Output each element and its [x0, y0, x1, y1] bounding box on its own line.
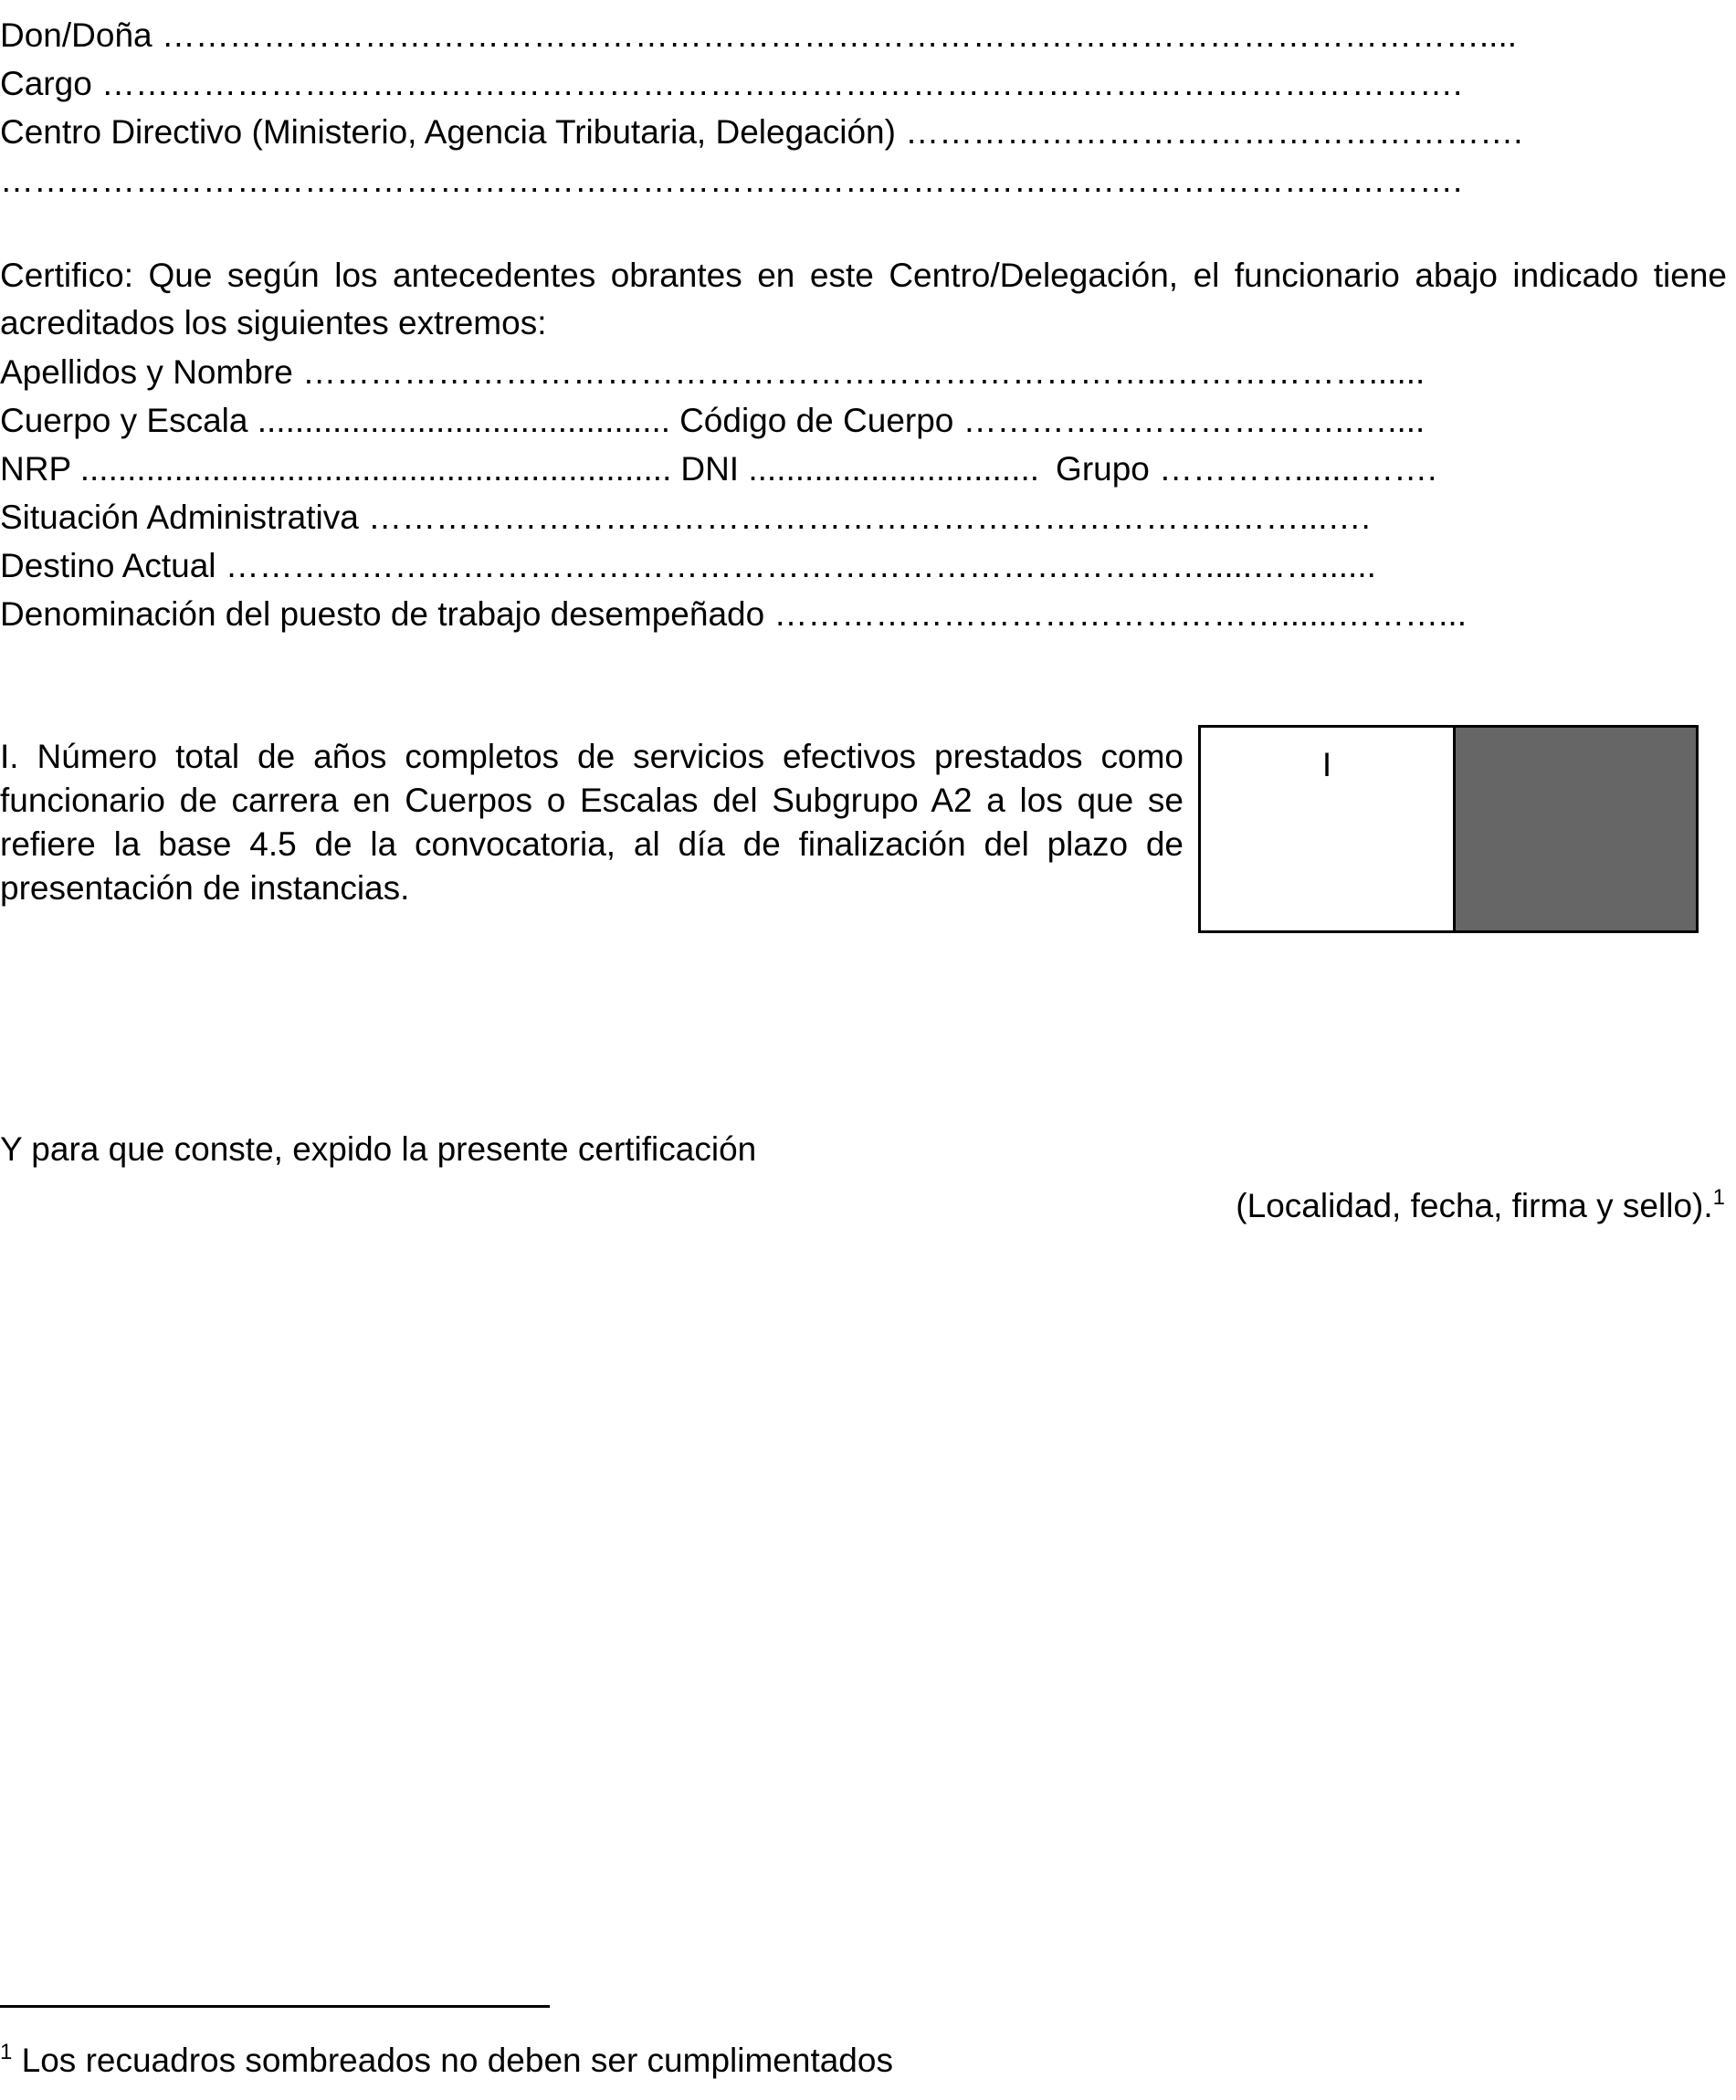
apellidos-nombre-field: Apellidos y Nombre …………………………………………………………………..………………...... [0, 353, 1426, 391]
footnote-separator [0, 2005, 550, 2008]
grupo-field: Grupo ………….......……. [1056, 450, 1437, 488]
footnote [0, 2029, 1278, 2084]
footnote-text: Los recuadros sombreados no deben ser cumplimentados [12, 2042, 893, 2079]
signature-line [1236, 1174, 1725, 1230]
codigo-cuerpo-field: Código de Cuerpo ……………………………..….... [679, 402, 1426, 439]
don-dona-field: Don/Doña ……………………………………………………………………………………………………….... [0, 16, 1518, 54]
cargo-field: Cargo …………………………………………………………………………………………………………. [0, 65, 1463, 102]
denominacion-puesto-field: Denominación del puesto de trabajo desempeñado ………………………………………......………... [0, 595, 1467, 633]
closing-text: Y para que conste, expido la presente certificación [0, 1130, 757, 1168]
cuerpo-escala-row [0, 397, 1735, 445]
footnote-marker: 1 [0, 2040, 13, 2064]
destino-actual-field: Destino Actual …………………………………………………………………………….....……...... [0, 547, 1376, 584]
section-i-shaded-box [1453, 725, 1699, 933]
situacion-administrativa-field: Situación Administrativa …………………………………………………………………..……...…. [0, 499, 1371, 536]
signature-footnote-ref: 1 [1712, 1185, 1725, 1210]
signature-line-text: (Localidad, fecha, firma y sello). [1236, 1187, 1713, 1224]
centro-directivo-field: Centro Directivo (Ministerio, Agencia Tributaria, Delegación) ………………………………………………. [0, 113, 1523, 151]
certifico-paragraph: Certifico: Que según los antecedentes obrantes en este Centro/Delegación, el funcionario abajo indicado tiene acreditados los siguientes extremos: [0, 257, 1727, 341]
nrp-dni-grupo-row [0, 446, 1735, 493]
cuerpo-escala-field: Cuerpo y Escala ............................................ [0, 402, 671, 439]
centro-directivo-continuation: …………………………………………………………………………………………………………………. [0, 162, 1463, 199]
section-i-box-label: I [1321, 746, 1332, 783]
nrp-field: NRP ............................................................... [0, 450, 672, 488]
section-i-paragraph: I. Número total de años completos de servicios efectivos prestados como funcionario de carrera en Cuerpos o Escalas del Subgrupo A2 a los que se refiere la base 4.5 de la convocatoria, al día de finalización del plazo de presentación de instancias. [0, 738, 1184, 907]
dni-field: DNI ............................... [680, 450, 1040, 488]
